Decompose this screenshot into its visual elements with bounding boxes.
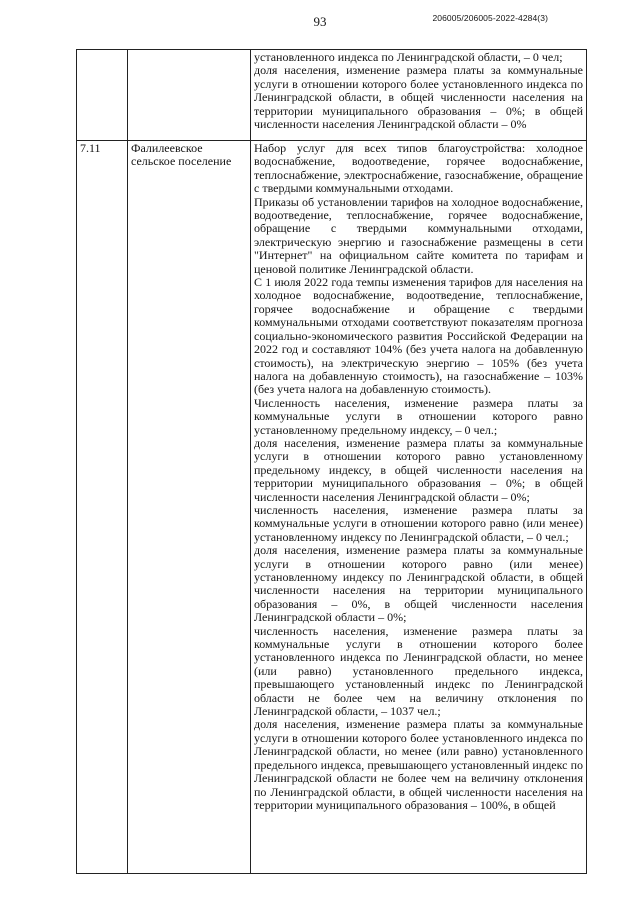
paragraph: доля населения, изменение размера платы за коммунальные услуги в отношении которого более установленного индекса по Ленинградской области, но менее (или равно) установленного предельного индекса, превышающего установленный индекс по Ленинградской области не более чем на величину отклонения по Ленинградской области, в общей численности населения на территории муниципального образования – 100%, в общей xyxy=(254,717,583,812)
paragraph: доля населения, изменение размера платы за коммунальные услуги в отношении которого равно (или менее) установленному индексу по Ленинградской области, в общей численности населения на территории муниципального образования – 0%, в общей численности населения Ленинградской области – 0%; xyxy=(254,543,583,625)
settlement-name-cell xyxy=(128,50,251,141)
paragraph: установленного индекса по Ленинградской области, – 0 чел; xyxy=(254,50,563,64)
paragraph: Приказы об установлении тарифов на холодное водоснабжение, водоотведение, теплоснабжение, горячее водоснабжение, обращение с твердыми коммунальными отходами, электрическую энергию и газоснабжение размещены в сети "Интернет" на официальном сайте комитета по тарифам и ценовой политике Ленинградской области. xyxy=(254,194,583,276)
paragraph: Численность населения, изменение размера платы за коммунальные услуги в отношении которого равно установленному предельному индексу, – 0 чел.; xyxy=(254,395,583,437)
paragraph: доля населения, изменение размера платы за коммунальные услуги в отношении которого более установленного индекса по Ленинградской области, в общей численности населения на территории муниципального образования – 0%; в общей численности населения Ленинградской области – 0% xyxy=(254,63,583,132)
row-number-cell: 7.11 xyxy=(77,141,128,874)
description-cell xyxy=(251,141,587,874)
settlement-name-cell: Фалилеевское сельское поселение xyxy=(128,141,251,874)
report-table xyxy=(76,49,587,874)
row-number-cell xyxy=(77,50,128,141)
paragraph: численность населения, изменение размера платы за коммунальные услуги в отношении которого равно (или менее) установленному индексу по Ленинградской области, – 0 чел.; xyxy=(254,502,583,544)
page-number: 93 xyxy=(313,14,327,29)
document-id: 206005/206005-2022-4284(3) xyxy=(432,13,548,23)
table-row xyxy=(77,50,587,141)
paragraph: С 1 июля 2022 года темпы изменения тарифов для населения на холодное водоснабжение, водоотведение, теплоснабжение, горячее водоснабжение и обращение с твердыми коммунальными отходами соответствуют показателям прогноза социально-экономического развития Российской Федерации на 2022 год и составляют 104% (без учета налога на добавленную стоимость), на электрическую энергию – 105% (без учета налога на добавленную стоимость), на газоснабжение – 103% (без учета налога на добавленную стоимость). xyxy=(254,275,583,397)
description-cell xyxy=(251,50,587,141)
paragraph: численность населения, изменение размера платы за коммунальные услуги в отношении которого более установленного индекса по Ленинградской области, но менее (или равно) установленного предельного индекса, превышающего установленный индекс по Ленинградской области не более чем на величину отклонения по Ленинградской области, – 1037 чел.; xyxy=(254,623,583,719)
paragraph: Набор услуг для всех типов благоустройства: холодное водоснабжение, водоотведение, горячее водоснабжение, теплоснабжение, электроснабжение, газоснабжение, обращение с твердыми коммунальными отходами. xyxy=(254,141,583,196)
table-row xyxy=(77,141,587,874)
paragraph: доля населения, изменение размера платы за коммунальные услуги в отношении которого равно установленному предельному индексу, в общей численности населения на территории муниципального образования – 0%; в общей численности населения Ленинградской области – 0%; xyxy=(254,435,583,504)
